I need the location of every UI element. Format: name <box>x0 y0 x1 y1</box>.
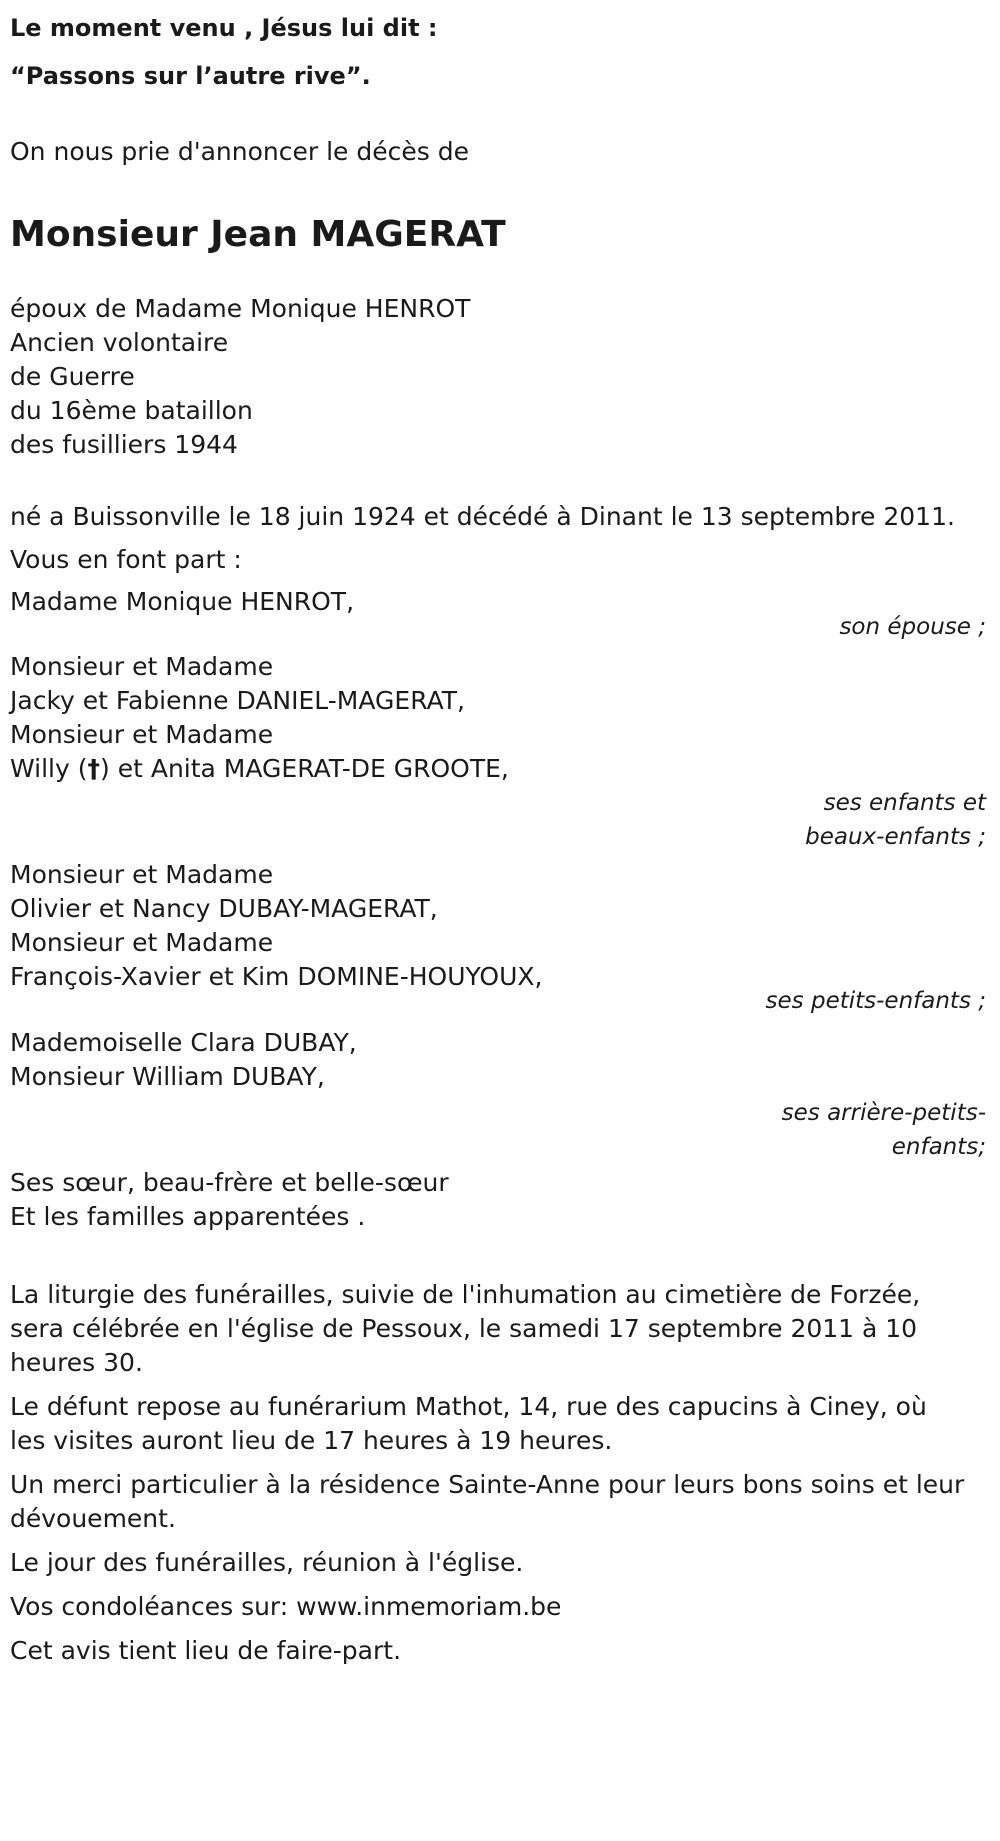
spouse-name: Madame Monique HENROT, <box>10 587 355 616</box>
family-children <box>10 650 990 856</box>
family-grandchildren <box>10 858 990 1020</box>
closing-paragraph: Cet avis tient lieu de faire-part. <box>10 1636 402 1665</box>
family-great-grandchildren <box>10 1026 990 1166</box>
detail-line: du 16ème bataillon <box>10 396 253 425</box>
deceased-name: Monsieur Jean MAGERAT <box>10 214 506 255</box>
family-siblings <box>10 1166 990 1234</box>
grandchildren-line: Monsieur et Madame <box>10 928 274 957</box>
gathering-paragraph: Le jour des funérailles, réunion à l'église. <box>10 1548 524 1577</box>
relation-grandchildren: ses petits-enfants ; <box>765 988 986 1014</box>
grandchildren-line: Monsieur et Madame <box>10 860 274 889</box>
siblings-line: Et les familles apparentées . <box>10 1202 366 1231</box>
children-line: Monsieur et Madame <box>10 652 274 681</box>
detail-line: de Guerre <box>10 362 135 391</box>
deceased-details <box>10 292 990 462</box>
children-line-prefix: Willy ( <box>10 754 88 783</box>
detail-line: des fusilliers 1944 <box>10 430 238 459</box>
condolences-paragraph: Vos condoléances sur: www.inmemoriam.be <box>10 1592 562 1621</box>
children-line: Monsieur et Madame <box>10 720 274 749</box>
detail-line: époux de Madame Monique HENROT <box>10 294 471 323</box>
liturgy-paragraph: La liturgie des funérailles, suivie de l'inhumation au cimetière de Forzée, sera célébrée en l'église de Pessoux, le samedi 17 septembre 2011 à 10 heures 30. <box>10 1280 921 1377</box>
quote-line-1: Le moment venu , Jésus lui dit : <box>10 14 438 42</box>
quote-line-2: “Passons sur l’autre rive”. <box>10 62 371 90</box>
siblings-line: Ses sœur, beau-frère et belle-sœur <box>10 1168 449 1197</box>
relation-great-grandchildren-2: enfants; <box>891 1134 986 1160</box>
funeral-information <box>10 1278 990 1668</box>
thanks-paragraph: Un merci particulier à la résidence Sainte-Anne pour leurs bons soins et leur dévouement. <box>10 1470 965 1533</box>
children-line-suffix: ) et Anita MAGERAT-DE GROOTE, <box>100 754 509 783</box>
great-grandchildren-line: Monsieur William DUBAY, <box>10 1062 325 1091</box>
detail-line: Ancien volontaire <box>10 328 229 357</box>
birth-death-line: né a Buissonville le 18 juin 1924 et décédé à Dinant le 13 septembre 2011. <box>10 502 955 531</box>
opening-quote <box>10 4 990 100</box>
relation-spouse: son épouse ; <box>839 614 986 640</box>
visits-paragraph: Le défunt repose au funérarium Mathot, 14, rue des capucins à Ciney, où les visites auront lieu de 17 heures à 19 heures. <box>10 1392 927 1455</box>
announcement-intro: On nous prie d'annoncer le décès de <box>10 137 469 166</box>
relation-children-2: beaux-enfants ; <box>805 824 986 850</box>
family-spouse <box>10 582 990 646</box>
grandchildren-line: François-Xavier et Kim DOMINE-HOUYOUX, <box>10 962 543 991</box>
grandchildren-line: Olivier et Nancy DUBAY-MAGERAT, <box>10 894 438 923</box>
obituary-notice <box>0 4 1000 1841</box>
cross-icon: † <box>87 754 101 783</box>
children-line: Jacky et Fabienne DANIEL-MAGERAT, <box>10 686 465 715</box>
announce-line: Vous en font part : <box>10 545 242 574</box>
relation-great-grandchildren-1: ses arrière-petits- <box>781 1100 986 1126</box>
great-grandchildren-line: Mademoiselle Clara DUBAY, <box>10 1028 357 1057</box>
children-line <box>10 752 990 786</box>
relation-children-1: ses enfants et <box>823 790 986 816</box>
